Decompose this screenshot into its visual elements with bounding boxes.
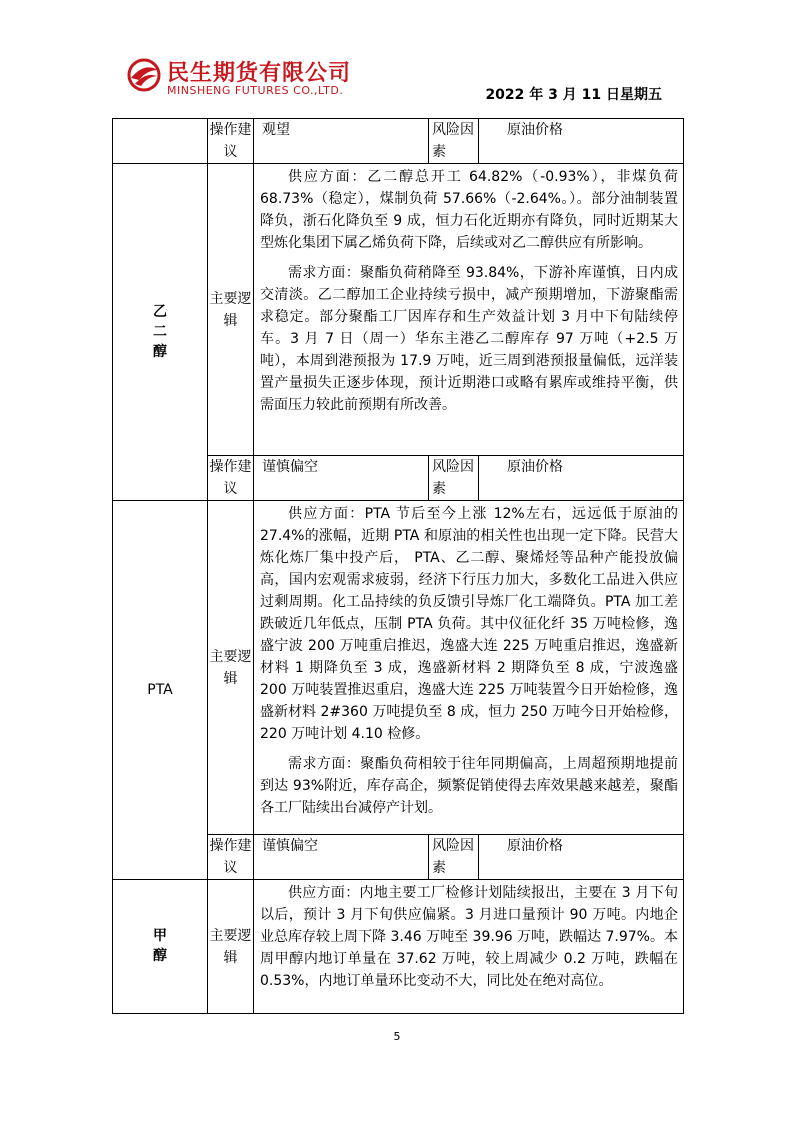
risk-label: 风险因素	[429, 456, 479, 501]
supply-paragraph: 供应方面：内地主要工厂检修计划陆续报出，主要在 3 月下旬以后，预计 3 月下旬供应偏紧。3 月进口量预计 90 万吨。内地企业总库存较上周下降 3.46 万吨至 39.96 万吨，跌幅达 7.97%。本周甲醇内地订单量在 37.62 万吨，较上周减少 0.2 万吨，跌幅在 0.53%，内地订单量环比变动不大，同比处在绝对高位。	[260, 885, 678, 989]
strategy-table	[112, 118, 684, 1014]
logo-chinese-name: 民生期货有限公司	[167, 61, 352, 86]
section-logic-row	[113, 164, 684, 456]
demand-paragraph: 需求方面：聚酯负荷稍降至 93.84%，下游补库谨慎，日内成交清淡。乙二醇加工企业持续亏损中，减产预期增加，下游聚酯需求稳定。部分聚酯工厂因库存和生产效益计划 3 月中下旬陆续停车。3 月 7 日（周一）华东主港乙二醇库存 97 万吨（+2.5 万吨），本周到港预报为 17.9 万吨，近三周到港预报量偏低，远洋装置产量损失正逐步体现，预计近期港口或略有累库或维持平衡，供需面压力较此前预期有所改善。	[260, 265, 678, 413]
demand-paragraph: 需求方面：聚酯负荷相较于往年同期偏高，上周超预期地提前到达 93%附近，库存高企，频繁促销使得去库效果越来越差，聚酯各工厂陆续出台减停产计划。	[260, 756, 678, 816]
suggestion-label: 操作建议	[208, 119, 254, 164]
supply-paragraph: 供应方面：PTA 节后至今上涨 12%左右，远远低于原油的 27.4%的涨幅，近期 PTA 和原油的相关性也出现一定下降。民营大炼化炼厂集中投产后， PTA、乙二醇、聚烯烃等品种产能投放偏高，国内宏观需求疲弱，经济下行压力加大，多数化工品进入供应过剩周期。化工品持续的负反馈引导炼厂化工端降负。PTA 加工差跌破近几年低点，压制 PTA 负荷。其中仪征化纤 35 万吨检修，逸盛宁波 200 万吨重启推迟，逸盛大连 225 万吨重启推迟，逸盛新材料 1 期降负至 3 成，逸盛新材料 2 期降负至 8 成，宁波逸盛 200 万吨装置推迟重启，逸盛大连 225 万吨装置今日开始检修，逸盛新材料 2#360 万吨提负至 8 成，恒力 250 万吨今日开始检修，220 万吨计划 4.10 检修。	[260, 506, 678, 742]
supply-paragraph: 供应方面：乙二醇总开工 64.82%（-0.93%），非煤负荷68.73%（稳定），煤制负荷 57.66%（-2.64%。）。部分油制装置降负，浙石化降负至 9 成，恒力石化近期亦有降负，同时近期某大型炼化集团下属乙烯负荷下降，后续或对乙二醇供应有所影响。	[260, 169, 678, 251]
suggestion-label: 操作建议	[208, 456, 254, 501]
logic-content	[254, 501, 684, 835]
product-name: PTA	[113, 501, 208, 880]
page-number: 5	[393, 1030, 401, 1043]
suggestion-label: 操作建议	[208, 835, 254, 880]
logic-content	[254, 880, 684, 1014]
suggestion-row	[113, 119, 684, 164]
product-cell-empty	[113, 119, 208, 164]
suggestion-value: 观望	[254, 119, 429, 164]
suggestion-value: 谨慎偏空	[254, 835, 429, 880]
logic-label: 主要逻辑	[208, 164, 254, 456]
logic-label: 主要逻辑	[208, 880, 254, 1014]
section-logic-row	[113, 880, 684, 1014]
company-logo	[127, 56, 367, 104]
product-name: 乙二醇	[113, 164, 208, 501]
logic-label: 主要逻辑	[208, 501, 254, 835]
risk-label: 风险因素	[429, 835, 479, 880]
product-name: 甲醇	[113, 880, 208, 1014]
logic-content	[254, 164, 684, 456]
risk-value: 原油价格	[479, 456, 684, 501]
logo-english-name: MINSHENG FUTURES CO.,LTD.	[167, 84, 344, 97]
minsheng-logo-icon	[127, 58, 161, 92]
risk-value: 原油价格	[479, 835, 684, 880]
risk-label: 风险因素	[429, 119, 479, 164]
report-date: 2022 年 3 月 11 日星期五	[485, 87, 662, 103]
section-logic-row	[113, 501, 684, 835]
risk-value: 原油价格	[479, 119, 684, 164]
suggestion-value: 谨慎偏空	[254, 456, 429, 501]
